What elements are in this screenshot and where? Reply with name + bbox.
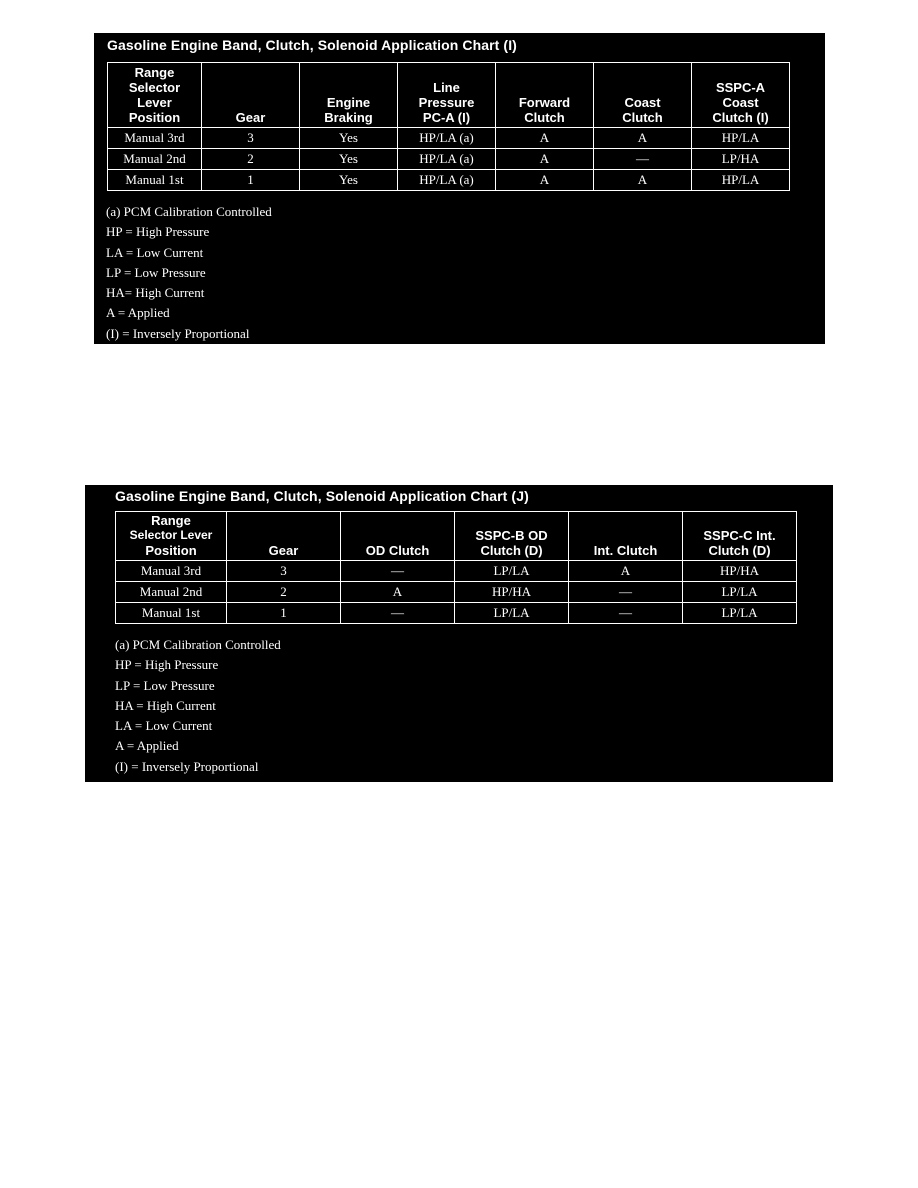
legend-note: HP = High Pressure [115,657,219,673]
table-cell: A [341,582,455,603]
header-line: Forward [518,95,571,110]
header-line: SSPC-B OD [475,528,548,543]
header-line: Coast [624,95,661,110]
table-cell: Yes [300,170,398,191]
header-row [116,512,797,561]
table-cell: — [569,603,683,624]
header-engine-braking [300,63,398,128]
legend-note: HA = High Current [115,697,216,713]
table-cell: Yes [300,128,398,149]
table-cell: 2 [227,582,341,603]
table-row [108,149,790,170]
header-line: OD Clutch [365,543,430,558]
header-line: Clutch (D) [480,543,543,558]
table-cell: 1 [227,603,341,624]
table-cell: Yes [300,149,398,170]
header-line: Clutch [524,110,565,125]
table-cell: HP/HA [683,561,797,582]
header-line: Selector [128,80,181,95]
header-line: Braking [324,110,373,125]
table-cell: 3 [227,561,341,582]
table-cell: Manual 3rd [116,561,227,582]
chart-title: Gasoline Engine Band, Clutch, Solenoid Application Chart (I) [107,37,517,53]
header-line: Range [134,65,175,80]
legend-notes [106,202,272,344]
table-cell: LP/LA [455,603,569,624]
table-cell: A [594,128,692,149]
chart-title: Gasoline Engine Band, Clutch, Solenoid Application Chart (J) [115,488,529,504]
header-line: Line [433,80,460,95]
table-cell: 3 [202,128,300,149]
table-row [116,561,797,582]
header-line: Clutch [622,110,663,125]
table-cell: 1 [202,170,300,191]
table-cell: A [594,170,692,191]
header-range-selector-lever-position [116,512,227,561]
header-line: Selector Lever [129,528,213,542]
header-coast-clutch [594,63,692,128]
table-row [116,603,797,624]
header-line: Engine [326,95,371,110]
legend-note: (a) PCM Calibration Controlled [115,637,281,652]
table-cell: Manual 3rd [108,128,202,149]
header-range-selector-lever-position [108,63,202,128]
application-table [107,62,790,191]
legend-note: (I) = Inversely Proportional [106,325,250,341]
header-line-pressure [398,63,496,128]
table-cell: A [496,149,594,170]
legend-note: HA= High Current [106,285,205,301]
header-sspc-a-coast-clutch [692,63,790,128]
legend-note: (a) PCM Calibration Controlled [106,204,272,219]
header-line: Position [145,543,197,558]
table-cell: — [569,582,683,603]
header-sspc-c-int-clutch [683,512,797,561]
table-row [108,170,790,191]
table-cell: Manual 2nd [116,582,227,603]
table-cell: HP/LA [692,170,790,191]
legend-notes [115,635,281,777]
header-row [108,63,790,128]
header-forward-clutch [496,63,594,128]
legend-note: HP = High Pressure [106,224,210,240]
table-cell: LP/LA [683,603,797,624]
header-line: SSPC-C Int. [703,528,776,543]
legend-note: (I) = Inversely Proportional [115,758,259,774]
application-chart-j [85,485,833,782]
header-line: Int. Clutch [593,543,658,558]
legend-note: LA = Low Current [106,244,204,260]
table-cell: HP/LA (a) [398,128,496,149]
header-gear [227,512,341,561]
legend-note: A = Applied [115,738,179,754]
header-line: Coast [722,95,759,110]
header-line: Lever [137,95,172,110]
table-cell: — [341,561,455,582]
table-cell: 2 [202,149,300,170]
table-cell: Manual 2nd [108,149,202,170]
table-row [108,128,790,149]
header-line: Range [151,513,191,528]
header-line: Gear [235,110,266,125]
table-row [116,582,797,603]
table-cell: — [341,603,455,624]
header-sspc-b-od-clutch [455,512,569,561]
table-cell: HP/LA (a) [398,170,496,191]
header-line: SSPC-A [715,80,766,95]
header-gear [202,63,300,128]
table-cell: Manual 1st [108,170,202,191]
header-line: Pressure [418,95,475,110]
table-cell: LP/LA [683,582,797,603]
header-int-clutch [569,512,683,561]
header-line: Position [128,110,181,125]
table-cell: HP/LA [692,128,790,149]
table-cell: LP/LA [455,561,569,582]
table-cell: — [594,149,692,170]
application-table [115,511,797,624]
table-cell: A [496,128,594,149]
legend-note: LA = Low Current [115,718,213,734]
header-line: Gear [268,543,299,558]
legend-note: LP = Low Pressure [106,264,206,280]
table-cell: A [496,170,594,191]
table-cell: Manual 1st [116,603,227,624]
header-line: PC-A (I) [422,110,471,125]
legend-note: A = Applied [106,305,170,321]
table-cell: HP/LA (a) [398,149,496,170]
legend-note: LP = Low Pressure [115,677,215,693]
header-line: Clutch (I) [712,110,769,125]
table-cell: A [569,561,683,582]
table-cell: HP/HA [455,582,569,603]
application-chart-i [94,33,825,344]
header-od-clutch [341,512,455,561]
table-cell: LP/HA [692,149,790,170]
header-line: Clutch (D) [708,543,771,558]
